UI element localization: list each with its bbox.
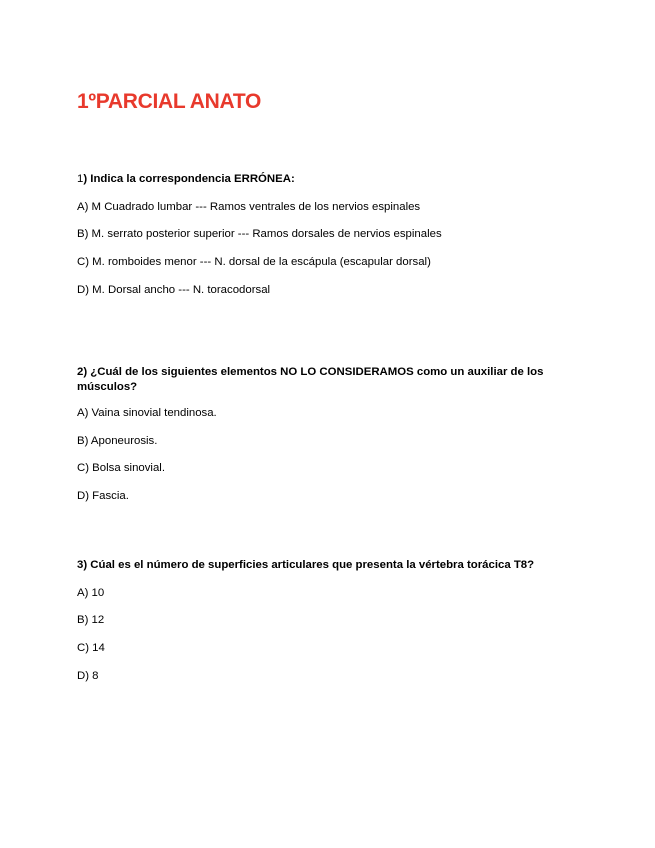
- question-3-option-d: D) 8: [77, 670, 99, 682]
- question-1-heading: [77, 172, 567, 187]
- question-3-option-c: C) 14: [77, 642, 105, 654]
- question-1-text: ) Indica la correspondencia ERRÓNEA:: [83, 173, 295, 185]
- question-3-option-b: B) 12: [77, 614, 105, 626]
- document-title: 1ºPARCIAL ANATO: [77, 90, 262, 113]
- question-1-option-b: B) M. serrato posterior superior --- Ramos dorsales de nervios espinales: [77, 228, 442, 240]
- question-2-heading: 2) ¿Cuál de los siguientes elementos NO LO CONSIDERAMOS como un auxiliar de los músculos?: [77, 366, 544, 393]
- question-2-option-c: C) Bolsa sinovial.: [77, 462, 165, 474]
- question-1-number: 1: [77, 173, 84, 185]
- question-1-option-d: D) M. Dorsal ancho --- N. toracodorsal: [77, 284, 271, 296]
- question-3-option-a: A) 10: [77, 587, 105, 599]
- question-1-option-a: A) M Cuadrado lumbar --- Ramos ventrales de los nervios espinales: [77, 201, 421, 213]
- question-3-heading: 3) Cúal es el número de superficies articulares que presenta la vértebra torácica T8?: [77, 559, 535, 571]
- question-2-option-a: A) Vaina sinovial tendinosa.: [77, 407, 217, 419]
- question-2-option-d: D) Fascia.: [77, 490, 129, 502]
- question-1-option-c: C) M. romboides menor --- N. dorsal de la escápula (escapular dorsal): [77, 256, 431, 268]
- question-2-option-b: B) Aponeurosis.: [77, 435, 158, 447]
